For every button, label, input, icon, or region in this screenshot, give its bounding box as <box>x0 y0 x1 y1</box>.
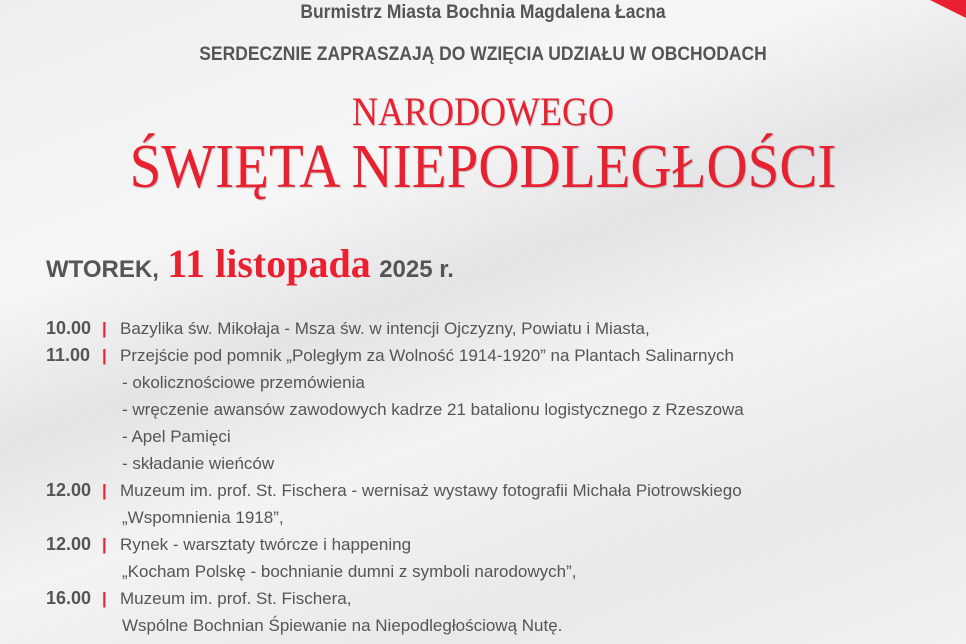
program-text: Przejście pod pomnik „Poległym za Wolność 1914-1920” na Plantach Salinarnych <box>120 346 734 365</box>
program-item <box>46 342 744 369</box>
program-time: 12.00 <box>46 480 92 500</box>
program-item <box>46 396 744 423</box>
program-text: - Apel Pamięci <box>122 427 231 446</box>
organizer-line: Burmistrz Miasta Bochnia Magdalena Łacna <box>300 2 666 23</box>
program-item <box>46 369 744 396</box>
program-text: Muzeum im. prof. St. Fischera - wernisaż wystawy fotografii Michała Piotrowskiego <box>120 481 742 500</box>
separator: | <box>102 346 107 365</box>
program-item <box>46 558 744 585</box>
program-text: - wręczenie awansów zawodowych kadrze 21 batalionu logistycznego z Rzeszowa <box>122 400 744 419</box>
flag-corner-decoration <box>930 0 966 18</box>
program-item <box>46 504 744 531</box>
program-item <box>46 585 744 612</box>
program-text: - składanie wieńców <box>122 454 275 473</box>
program-item <box>46 315 744 342</box>
program-time: 10.00 <box>46 318 92 338</box>
year: 2025 r. <box>379 256 454 283</box>
program-text: Bazylika św. Mikołaja - Msza św. w intencji Ojczyzny, Powiatu i Miasta, <box>120 319 650 338</box>
program-time: 12.00 <box>46 534 92 554</box>
program-time: 11.00 <box>46 345 91 365</box>
separator: | <box>102 535 107 554</box>
event-date <box>46 240 454 287</box>
program-text: „Wspomnienia 1918”, <box>122 508 284 527</box>
program-list <box>46 315 744 639</box>
title-line-2: ŚWIĘTA NIEPODLEGŁOŚCI <box>129 133 837 201</box>
separator: | <box>102 589 107 608</box>
program-text: Wspólne Bochnian Śpiewanie na Niepodległościową Nutę. <box>122 616 563 635</box>
program-text: Muzeum im. prof. St. Fischera, <box>120 589 352 608</box>
program-item <box>46 531 744 558</box>
program-time: 16.00 <box>46 588 92 608</box>
separator: | <box>102 319 107 338</box>
program-item <box>46 477 744 504</box>
title-line-1: NARODOWEGO <box>352 89 614 134</box>
program-item <box>46 612 744 639</box>
separator: | <box>102 481 107 500</box>
weekday: WTOREK, <box>46 256 159 283</box>
program-text: - okolicznościowe przemówienia <box>122 373 365 392</box>
program-item <box>46 423 744 450</box>
program-text: „Kocham Polskę - bochnianie dumni z symboli narodowych”, <box>122 562 577 581</box>
program-text: Rynek - warsztaty twórcze i happening <box>120 535 412 554</box>
day: 11 listopada <box>167 241 371 286</box>
invitation-line: SERDECZNIE ZAPRASZAJĄ DO WZIĘCIA UDZIAŁU W OBCHODACH <box>199 44 767 65</box>
program-item <box>46 450 744 477</box>
